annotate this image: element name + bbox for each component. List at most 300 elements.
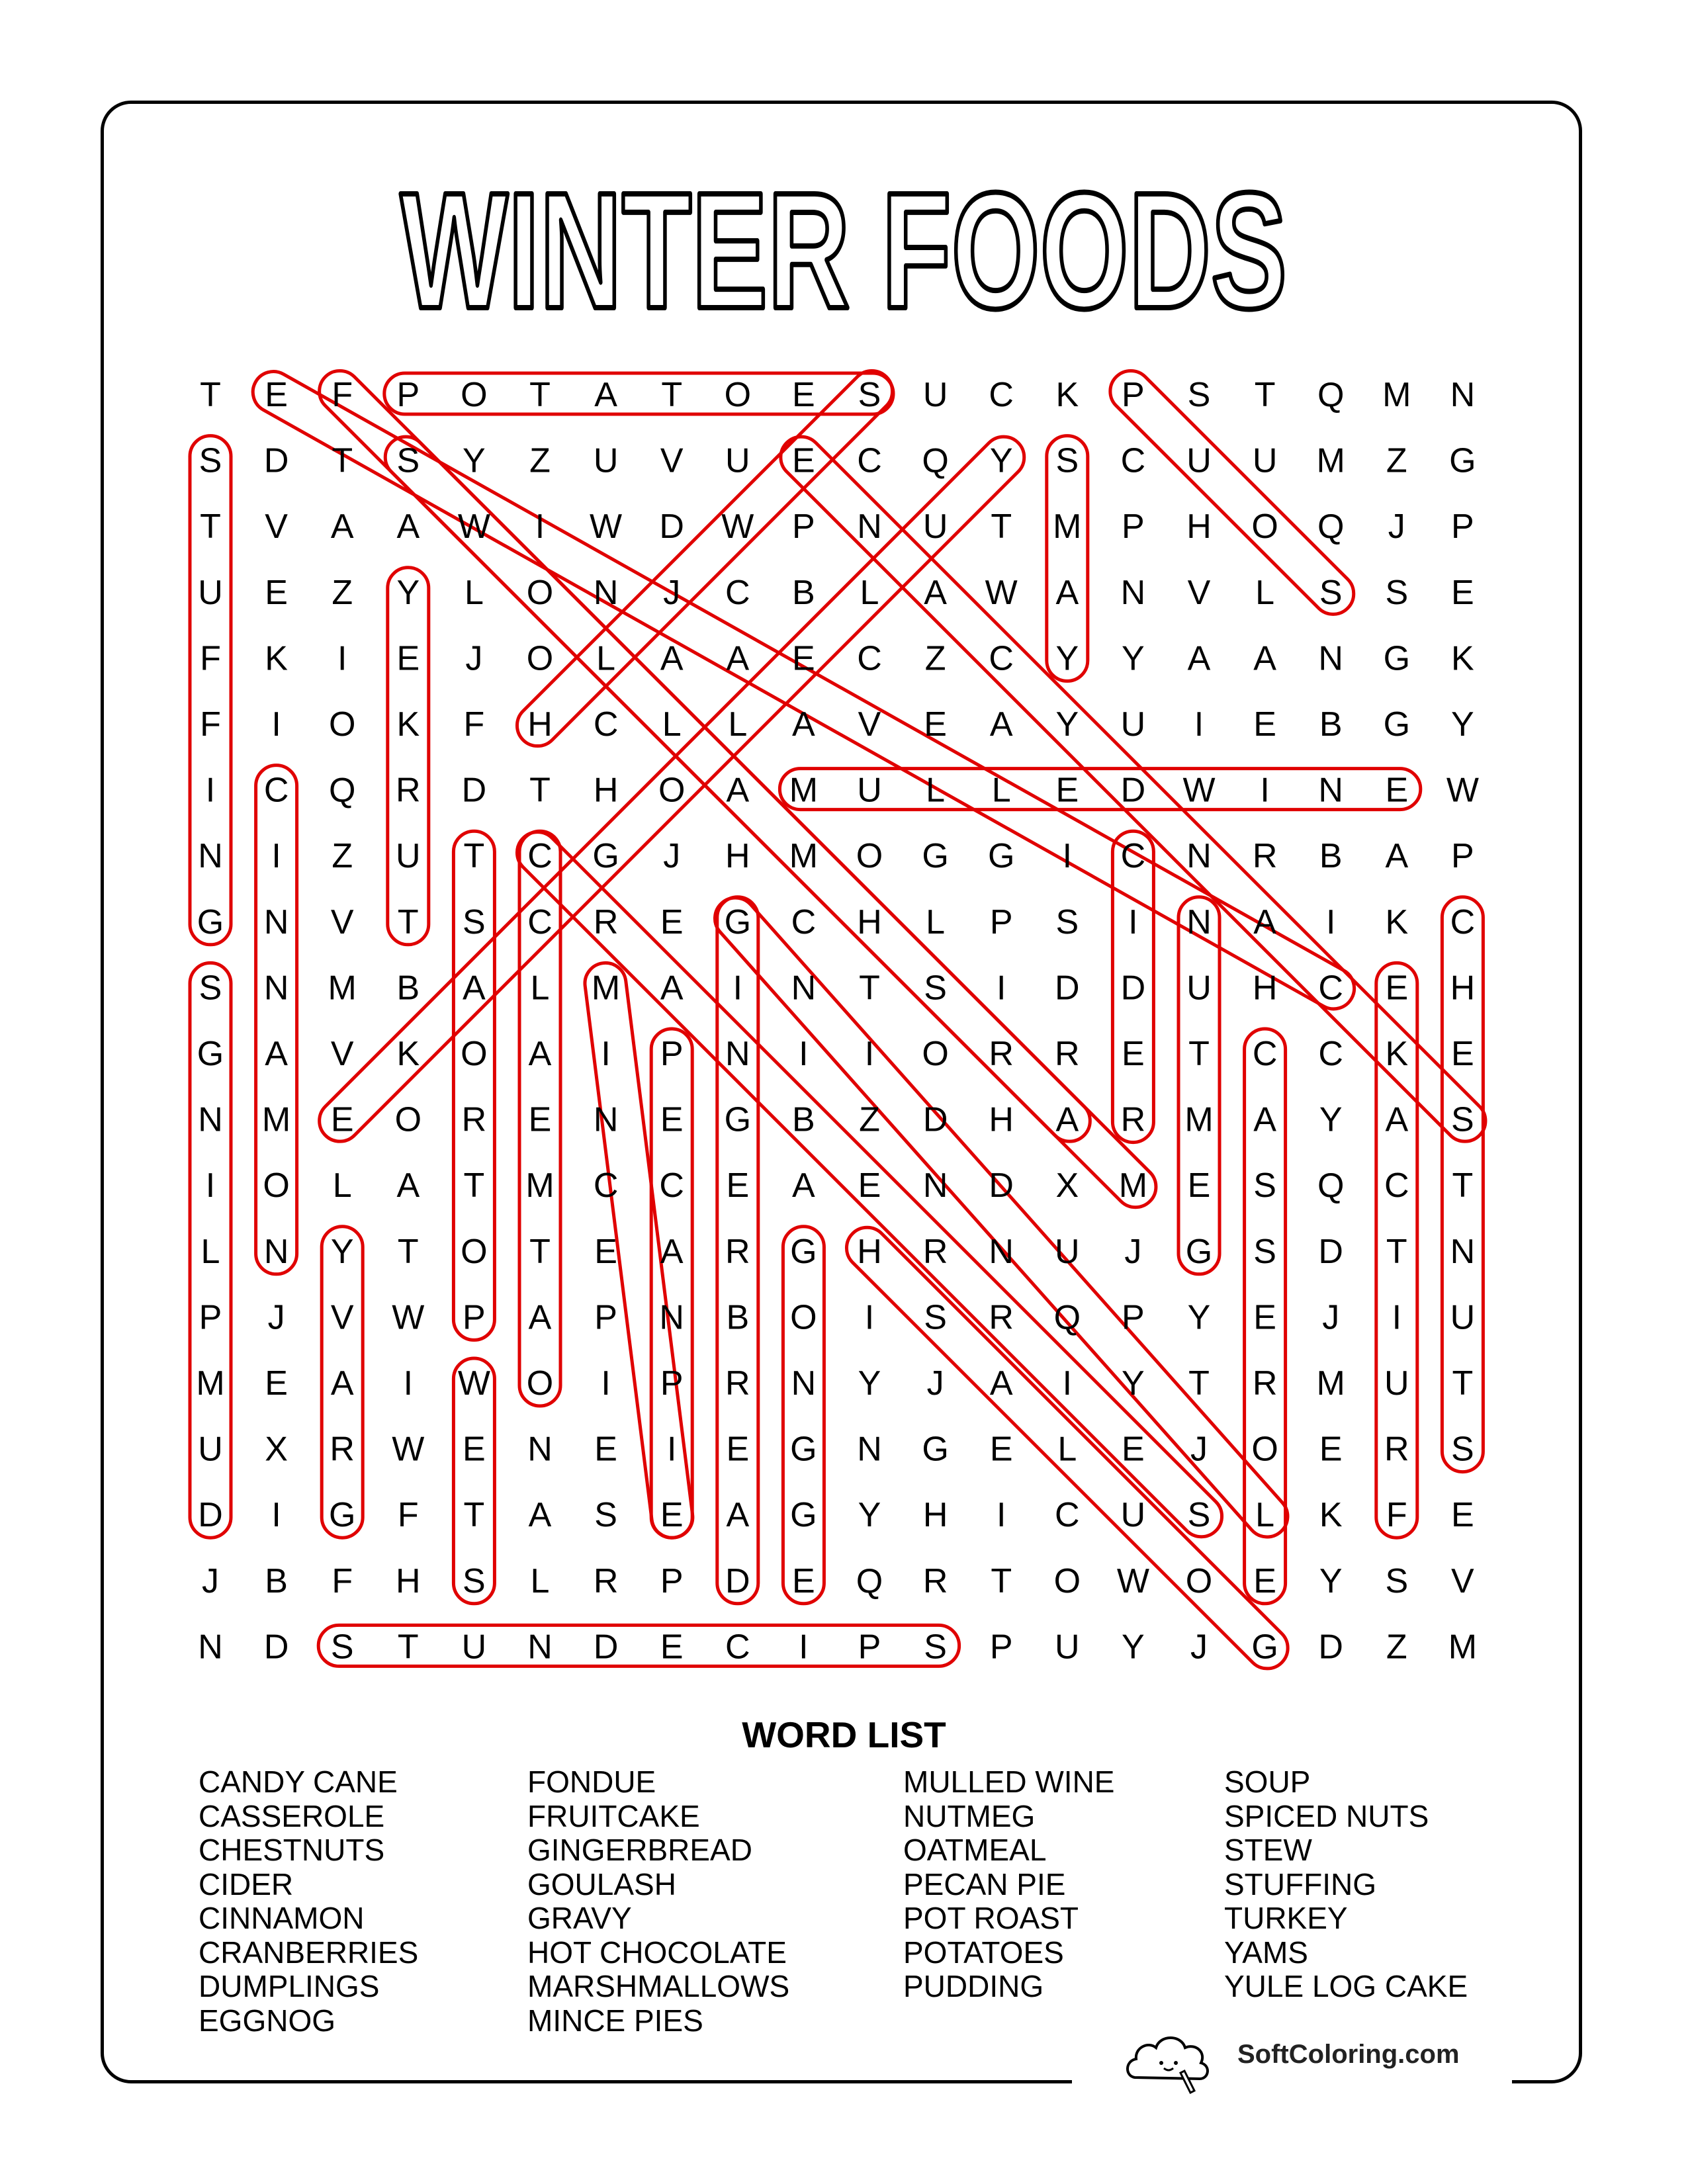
- grid-letter[interactable]: K: [396, 1035, 420, 1073]
- grid-letter[interactable]: L: [530, 969, 550, 1008]
- grid-letter[interactable]: S: [330, 1628, 354, 1667]
- grid-letter[interactable]: O: [526, 1364, 554, 1403]
- grid-letter[interactable]: K: [1385, 1035, 1409, 1073]
- grid-letter[interactable]: G: [328, 1496, 356, 1535]
- grid-letter[interactable]: S: [924, 1628, 947, 1667]
- grid-letter[interactable]: A: [528, 1496, 552, 1535]
- grid-letter[interactable]: E: [1122, 1430, 1145, 1469]
- grid-letter[interactable]: R: [593, 902, 619, 941]
- grid-letter[interactable]: T: [529, 1232, 551, 1271]
- grid-letter[interactable]: I: [271, 705, 281, 744]
- grid-letter[interactable]: V: [330, 1298, 354, 1337]
- grid-letter[interactable]: N: [1318, 771, 1343, 810]
- grid-letter[interactable]: T: [991, 507, 1012, 546]
- grid-letter[interactable]: S: [1451, 1100, 1474, 1139]
- grid-letter[interactable]: E: [792, 639, 815, 678]
- grid-letter[interactable]: S: [463, 1561, 486, 1600]
- grid-letter[interactable]: M: [789, 771, 819, 810]
- grid-letter[interactable]: U: [198, 573, 223, 612]
- grid-letter[interactable]: F: [200, 705, 221, 744]
- grid-letter[interactable]: T: [397, 902, 419, 941]
- grid-letter[interactable]: L: [596, 639, 616, 678]
- grid-letter[interactable]: S: [463, 902, 486, 941]
- grid-letter[interactable]: H: [857, 1232, 882, 1271]
- grid-letter[interactable]: B: [396, 969, 420, 1008]
- grid-letter[interactable]: C: [857, 639, 882, 678]
- grid-letter[interactable]: G: [724, 902, 752, 941]
- grid-letter[interactable]: A: [1055, 573, 1079, 612]
- grid-letter[interactable]: N: [263, 1232, 289, 1271]
- grid-letter[interactable]: E: [726, 1430, 750, 1469]
- grid-letter[interactable]: M: [196, 1364, 225, 1403]
- grid-letter[interactable]: G: [1449, 441, 1476, 480]
- grid-letter[interactable]: R: [330, 1430, 355, 1469]
- grid-letter[interactable]: U: [922, 507, 948, 546]
- grid-letter[interactable]: G: [790, 1496, 817, 1535]
- grid-letter[interactable]: M: [1382, 376, 1411, 414]
- grid-letter[interactable]: H: [593, 771, 619, 810]
- grid-letter[interactable]: Q: [328, 771, 356, 810]
- grid-letter[interactable]: W: [721, 507, 754, 546]
- grid-letter[interactable]: A: [726, 1496, 750, 1535]
- grid-letter[interactable]: C: [1318, 969, 1343, 1008]
- grid-letter[interactable]: N: [593, 1100, 619, 1139]
- grid-letter[interactable]: M: [1053, 507, 1082, 546]
- grid-letter[interactable]: V: [330, 1035, 354, 1073]
- grid-letter[interactable]: E: [594, 1232, 617, 1271]
- grid-letter[interactable]: E: [792, 376, 815, 414]
- grid-letter[interactable]: E: [330, 1100, 354, 1139]
- grid-letter[interactable]: D: [1318, 1628, 1343, 1667]
- grid-letter[interactable]: V: [660, 441, 684, 480]
- grid-letter[interactable]: O: [461, 1035, 488, 1073]
- grid-letter[interactable]: H: [396, 1561, 421, 1600]
- grid-letter[interactable]: I: [1325, 902, 1336, 941]
- grid-letter[interactable]: U: [1055, 1232, 1080, 1271]
- grid-letter[interactable]: T: [332, 441, 353, 480]
- grid-letter[interactable]: A: [1385, 837, 1409, 876]
- grid-letter[interactable]: L: [860, 573, 879, 612]
- grid-letter[interactable]: M: [591, 969, 621, 1008]
- grid-letter[interactable]: G: [197, 1035, 224, 1073]
- grid-letter[interactable]: O: [1053, 1561, 1081, 1600]
- grid-letter[interactable]: A: [660, 639, 684, 678]
- grid-letter[interactable]: U: [725, 441, 750, 480]
- grid-letter[interactable]: W: [392, 1298, 425, 1337]
- grid-letter[interactable]: D: [989, 1166, 1014, 1205]
- grid-letter[interactable]: H: [1252, 969, 1278, 1008]
- grid-letter[interactable]: Z: [924, 639, 946, 678]
- grid-letter[interactable]: Q: [922, 441, 949, 480]
- grid-letter[interactable]: K: [1319, 1496, 1343, 1535]
- grid-letter[interactable]: Y: [1187, 1298, 1211, 1337]
- grid-letter[interactable]: H: [922, 1496, 948, 1535]
- grid-letter[interactable]: T: [463, 837, 485, 876]
- grid-letter[interactable]: E: [1451, 1496, 1474, 1535]
- grid-letter[interactable]: C: [593, 705, 619, 744]
- grid-letter[interactable]: R: [593, 1561, 619, 1600]
- grid-letter[interactable]: G: [1383, 705, 1411, 744]
- grid-letter[interactable]: C: [263, 771, 289, 810]
- grid-letter[interactable]: V: [858, 705, 881, 744]
- grid-letter[interactable]: N: [922, 1166, 948, 1205]
- grid-letter[interactable]: K: [265, 639, 288, 678]
- grid-letter[interactable]: O: [856, 837, 883, 876]
- grid-letter[interactable]: I: [1062, 837, 1073, 876]
- grid-letter[interactable]: C: [791, 902, 817, 941]
- grid-letter[interactable]: L: [991, 771, 1011, 810]
- grid-letter[interactable]: K: [396, 705, 420, 744]
- grid-letter[interactable]: J: [1322, 1298, 1340, 1337]
- grid-letter[interactable]: O: [1251, 507, 1278, 546]
- grid-letter[interactable]: Y: [1319, 1100, 1343, 1139]
- grid-letter[interactable]: E: [1385, 969, 1409, 1008]
- grid-letter[interactable]: H: [1450, 969, 1476, 1008]
- grid-letter[interactable]: E: [265, 1364, 288, 1403]
- grid-letter[interactable]: W: [457, 1364, 490, 1403]
- grid-letter[interactable]: M: [1448, 1628, 1478, 1667]
- grid-letter[interactable]: R: [725, 1232, 750, 1271]
- grid-letter[interactable]: U: [1384, 1364, 1409, 1403]
- grid-letter[interactable]: G: [1383, 639, 1411, 678]
- grid-letter[interactable]: G: [1251, 1628, 1278, 1667]
- grid-letter[interactable]: F: [1386, 1496, 1407, 1535]
- grid-letter[interactable]: R: [1252, 837, 1278, 876]
- grid-letter[interactable]: U: [1186, 969, 1212, 1008]
- grid-letter[interactable]: U: [1252, 441, 1278, 480]
- grid-letter[interactable]: I: [1260, 771, 1270, 810]
- grid-letter[interactable]: Y: [396, 573, 420, 612]
- grid-letter[interactable]: D: [1055, 969, 1080, 1008]
- grid-letter[interactable]: H: [527, 705, 553, 744]
- grid-letter[interactable]: A: [660, 1232, 684, 1271]
- grid-letter[interactable]: N: [593, 573, 619, 612]
- grid-letter[interactable]: T: [1254, 376, 1276, 414]
- grid-letter[interactable]: A: [660, 969, 684, 1008]
- grid-letter[interactable]: N: [791, 969, 817, 1008]
- grid-letter[interactable]: M: [1118, 1166, 1148, 1205]
- grid-letter[interactable]: U: [1186, 441, 1212, 480]
- grid-letter[interactable]: O: [394, 1100, 422, 1139]
- grid-letter[interactable]: L: [728, 705, 748, 744]
- grid-letter[interactable]: D: [659, 507, 684, 546]
- grid-letter[interactable]: T: [1452, 1166, 1474, 1205]
- grid-letter[interactable]: C: [725, 1628, 750, 1667]
- grid-letter[interactable]: H: [1186, 507, 1212, 546]
- grid-letter[interactable]: F: [332, 376, 353, 414]
- grid-letter[interactable]: Z: [332, 573, 353, 612]
- grid-letter[interactable]: S: [1451, 1430, 1474, 1469]
- grid-letter[interactable]: J: [1388, 507, 1405, 546]
- grid-letter[interactable]: K: [1451, 639, 1474, 678]
- grid-letter[interactable]: F: [463, 705, 485, 744]
- grid-letter[interactable]: D: [1120, 771, 1146, 810]
- grid-letter[interactable]: Q: [1317, 376, 1345, 414]
- grid-letter[interactable]: S: [199, 441, 222, 480]
- grid-letter[interactable]: T: [397, 1628, 419, 1667]
- grid-letter[interactable]: E: [1055, 771, 1079, 810]
- grid-letter[interactable]: Y: [1122, 1628, 1145, 1667]
- grid-letter[interactable]: R: [922, 1561, 948, 1600]
- grid-letter[interactable]: Y: [1122, 639, 1145, 678]
- grid-letter[interactable]: D: [263, 441, 289, 480]
- grid-letter[interactable]: O: [526, 639, 554, 678]
- grid-letter[interactable]: N: [1450, 376, 1476, 414]
- grid-letter[interactable]: E: [265, 573, 288, 612]
- grid-letter[interactable]: L: [200, 1232, 220, 1271]
- grid-letter[interactable]: C: [1450, 902, 1476, 941]
- grid-letter[interactable]: B: [1319, 705, 1343, 744]
- grid-letter[interactable]: J: [465, 639, 483, 678]
- grid-letter[interactable]: R: [1384, 1430, 1409, 1469]
- grid-letter[interactable]: L: [530, 1561, 550, 1600]
- grid-letter[interactable]: A: [1187, 639, 1211, 678]
- grid-letter[interactable]: M: [1316, 1364, 1345, 1403]
- grid-letter[interactable]: E: [1187, 1166, 1211, 1205]
- grid-letter[interactable]: N: [263, 902, 289, 941]
- grid-letter[interactable]: C: [725, 573, 750, 612]
- grid-letter[interactable]: I: [205, 1166, 216, 1205]
- grid-letter[interactable]: E: [1319, 1430, 1343, 1469]
- grid-letter[interactable]: L: [464, 573, 484, 612]
- grid-letter[interactable]: F: [397, 1496, 419, 1535]
- grid-letter[interactable]: P: [463, 1298, 486, 1337]
- grid-letter[interactable]: A: [1253, 1100, 1276, 1139]
- grid-letter[interactable]: X: [1055, 1166, 1079, 1205]
- grid-letter[interactable]: O: [526, 573, 554, 612]
- grid-letter[interactable]: O: [790, 1298, 817, 1337]
- grid-letter[interactable]: H: [989, 1100, 1014, 1139]
- grid-letter[interactable]: Z: [859, 1100, 880, 1139]
- grid-letter[interactable]: Q: [1317, 1166, 1345, 1205]
- grid-letter[interactable]: O: [922, 1035, 949, 1073]
- grid-letter[interactable]: T: [1452, 1364, 1474, 1403]
- grid-letter[interactable]: C: [1252, 1035, 1278, 1073]
- grid-letter[interactable]: P: [660, 1561, 684, 1600]
- grid-letter[interactable]: G: [922, 837, 949, 876]
- grid-letter[interactable]: L: [926, 902, 946, 941]
- grid-letter[interactable]: U: [593, 441, 619, 480]
- grid-letter[interactable]: U: [461, 1628, 487, 1667]
- grid-letter[interactable]: H: [725, 837, 750, 876]
- grid-letter[interactable]: J: [267, 1298, 285, 1337]
- grid-letter[interactable]: W: [590, 507, 623, 546]
- grid-letter[interactable]: C: [527, 837, 553, 876]
- grid-letter[interactable]: Z: [1386, 1628, 1407, 1667]
- grid-letter[interactable]: A: [396, 507, 420, 546]
- grid-letter[interactable]: J: [1190, 1628, 1208, 1667]
- grid-letter[interactable]: R: [989, 1035, 1014, 1073]
- grid-letter[interactable]: S: [1055, 441, 1079, 480]
- grid-letter[interactable]: E: [594, 1430, 617, 1469]
- grid-letter[interactable]: P: [1451, 837, 1474, 876]
- grid-letter[interactable]: I: [864, 1298, 875, 1337]
- grid-letter[interactable]: G: [922, 1430, 949, 1469]
- grid-letter[interactable]: L: [1255, 1496, 1275, 1535]
- grid-letter[interactable]: T: [529, 376, 551, 414]
- grid-letter[interactable]: G: [790, 1232, 817, 1271]
- grid-letter[interactable]: U: [1120, 1496, 1146, 1535]
- grid-letter[interactable]: R: [1055, 1035, 1080, 1073]
- grid-letter[interactable]: T: [1188, 1035, 1210, 1073]
- grid-letter[interactable]: F: [200, 639, 221, 678]
- grid-letter[interactable]: Y: [1319, 1561, 1343, 1600]
- grid-letter[interactable]: U: [857, 771, 882, 810]
- grid-letter[interactable]: A: [989, 705, 1013, 744]
- grid-letter[interactable]: E: [726, 1166, 750, 1205]
- grid-letter[interactable]: B: [1319, 837, 1343, 876]
- grid-letter[interactable]: D: [922, 1100, 948, 1139]
- grid-letter[interactable]: S: [858, 376, 881, 414]
- grid-letter[interactable]: F: [332, 1561, 353, 1600]
- grid-letter[interactable]: A: [924, 573, 947, 612]
- grid-letter[interactable]: S: [1319, 573, 1343, 612]
- grid-letter[interactable]: C: [989, 639, 1014, 678]
- grid-letter[interactable]: D: [198, 1496, 223, 1535]
- grid-letter[interactable]: E: [660, 902, 684, 941]
- grid-letter[interactable]: E: [792, 441, 815, 480]
- grid-letter[interactable]: A: [1055, 1100, 1079, 1139]
- grid-letter[interactable]: L: [662, 705, 682, 744]
- grid-letter[interactable]: M: [1316, 441, 1345, 480]
- grid-letter[interactable]: A: [1253, 639, 1276, 678]
- grid-letter[interactable]: N: [857, 1430, 882, 1469]
- grid-letter[interactable]: S: [1253, 1232, 1276, 1271]
- grid-letter[interactable]: J: [1124, 1232, 1142, 1271]
- grid-letter[interactable]: T: [991, 1561, 1012, 1600]
- grid-letter[interactable]: D: [593, 1628, 619, 1667]
- grid-letter[interactable]: L: [926, 771, 946, 810]
- grid-letter[interactable]: E: [660, 1496, 684, 1535]
- grid-letter[interactable]: E: [660, 1100, 684, 1139]
- grid-letter[interactable]: Z: [332, 837, 353, 876]
- grid-letter[interactable]: I: [1194, 705, 1204, 744]
- grid-letter[interactable]: D: [1318, 1232, 1343, 1271]
- grid-letter[interactable]: B: [792, 1100, 815, 1139]
- grid-letter[interactable]: N: [857, 507, 882, 546]
- grid-letter[interactable]: P: [1122, 507, 1145, 546]
- grid-letter[interactable]: N: [791, 1364, 817, 1403]
- grid-letter[interactable]: P: [858, 1628, 881, 1667]
- grid-letter[interactable]: Z: [529, 441, 551, 480]
- grid-letter[interactable]: J: [926, 1364, 944, 1403]
- grid-letter[interactable]: I: [271, 1496, 281, 1535]
- grid-letter[interactable]: I: [864, 1035, 875, 1073]
- grid-letter[interactable]: T: [1188, 1364, 1210, 1403]
- grid-letter[interactable]: E: [1451, 573, 1474, 612]
- grid-letter[interactable]: I: [601, 1035, 611, 1073]
- grid-letter[interactable]: O: [328, 705, 356, 744]
- grid-letter[interactable]: C: [1120, 837, 1146, 876]
- grid-letter[interactable]: H: [857, 902, 882, 941]
- grid-letter[interactable]: E: [792, 1561, 815, 1600]
- grid-letter[interactable]: T: [200, 507, 221, 546]
- grid-letter[interactable]: R: [1120, 1100, 1146, 1139]
- grid-letter[interactable]: N: [527, 1628, 553, 1667]
- grid-letter[interactable]: C: [527, 902, 553, 941]
- grid-letter[interactable]: N: [263, 969, 289, 1008]
- grid-letter[interactable]: A: [463, 969, 486, 1008]
- grid-letter[interactable]: E: [1253, 705, 1276, 744]
- grid-letter[interactable]: N: [527, 1430, 553, 1469]
- grid-letter[interactable]: K: [1385, 902, 1409, 941]
- grid-letter[interactable]: W: [392, 1430, 425, 1469]
- grid-letter[interactable]: A: [792, 705, 815, 744]
- grid-letter[interactable]: P: [594, 1298, 617, 1337]
- grid-letter[interactable]: N: [198, 1628, 223, 1667]
- grid-letter[interactable]: C: [593, 1166, 619, 1205]
- grid-letter[interactable]: S: [199, 969, 222, 1008]
- grid-letter[interactable]: V: [1187, 573, 1211, 612]
- grid-letter[interactable]: Y: [1055, 639, 1079, 678]
- grid-letter[interactable]: W: [985, 573, 1018, 612]
- grid-letter[interactable]: G: [197, 902, 224, 941]
- grid-letter[interactable]: O: [658, 771, 686, 810]
- grid-letter[interactable]: E: [858, 1166, 881, 1205]
- grid-letter[interactable]: P: [660, 1364, 684, 1403]
- grid-letter[interactable]: J: [663, 573, 681, 612]
- grid-letter[interactable]: D: [1120, 969, 1146, 1008]
- grid-letter[interactable]: M: [261, 1100, 291, 1139]
- grid-letter[interactable]: E: [1122, 1035, 1145, 1073]
- grid-letter[interactable]: D: [725, 1561, 750, 1600]
- grid-letter[interactable]: E: [660, 1628, 684, 1667]
- grid-letter[interactable]: T: [1386, 1232, 1407, 1271]
- grid-letter[interactable]: C: [659, 1166, 684, 1205]
- grid-letter[interactable]: A: [1253, 902, 1276, 941]
- grid-letter[interactable]: R: [922, 1232, 948, 1271]
- grid-letter[interactable]: S: [396, 441, 420, 480]
- grid-letter[interactable]: I: [799, 1035, 809, 1073]
- grid-letter[interactable]: C: [1318, 1035, 1343, 1073]
- grid-letter[interactable]: C: [1120, 441, 1146, 480]
- grid-letter[interactable]: T: [397, 1232, 419, 1271]
- grid-letter[interactable]: U: [198, 1430, 223, 1469]
- grid-letter[interactable]: A: [1385, 1100, 1409, 1139]
- grid-letter[interactable]: U: [922, 376, 948, 414]
- grid-letter[interactable]: I: [601, 1364, 611, 1403]
- grid-letter[interactable]: C: [857, 441, 882, 480]
- grid-letter[interactable]: U: [1120, 705, 1146, 744]
- grid-letter[interactable]: N: [1186, 902, 1212, 941]
- grid-letter[interactable]: L: [332, 1166, 352, 1205]
- grid-letter[interactable]: L: [1255, 573, 1275, 612]
- grid-letter[interactable]: C: [1384, 1166, 1409, 1205]
- grid-letter[interactable]: N: [989, 1232, 1014, 1271]
- grid-letter[interactable]: T: [529, 771, 551, 810]
- grid-letter[interactable]: A: [726, 771, 750, 810]
- grid-letter[interactable]: I: [337, 639, 347, 678]
- grid-letter[interactable]: V: [1451, 1561, 1474, 1600]
- grid-letter[interactable]: E: [265, 376, 288, 414]
- grid-letter[interactable]: M: [789, 837, 819, 876]
- grid-letter[interactable]: Y: [1451, 705, 1474, 744]
- grid-letter[interactable]: A: [726, 639, 750, 678]
- grid-letter[interactable]: A: [330, 1364, 354, 1403]
- grid-letter[interactable]: B: [265, 1561, 288, 1600]
- grid-letter[interactable]: J: [1190, 1430, 1208, 1469]
- grid-letter[interactable]: N: [1450, 1232, 1476, 1271]
- grid-letter[interactable]: A: [396, 1166, 420, 1205]
- grid-letter[interactable]: Y: [1122, 1364, 1145, 1403]
- grid-letter[interactable]: R: [1252, 1364, 1278, 1403]
- grid-letter[interactable]: O: [263, 1166, 290, 1205]
- grid-letter[interactable]: A: [594, 376, 617, 414]
- grid-letter[interactable]: A: [330, 507, 354, 546]
- grid-letter[interactable]: E: [924, 705, 947, 744]
- grid-letter[interactable]: S: [1187, 1496, 1211, 1535]
- grid-letter[interactable]: N: [659, 1298, 684, 1337]
